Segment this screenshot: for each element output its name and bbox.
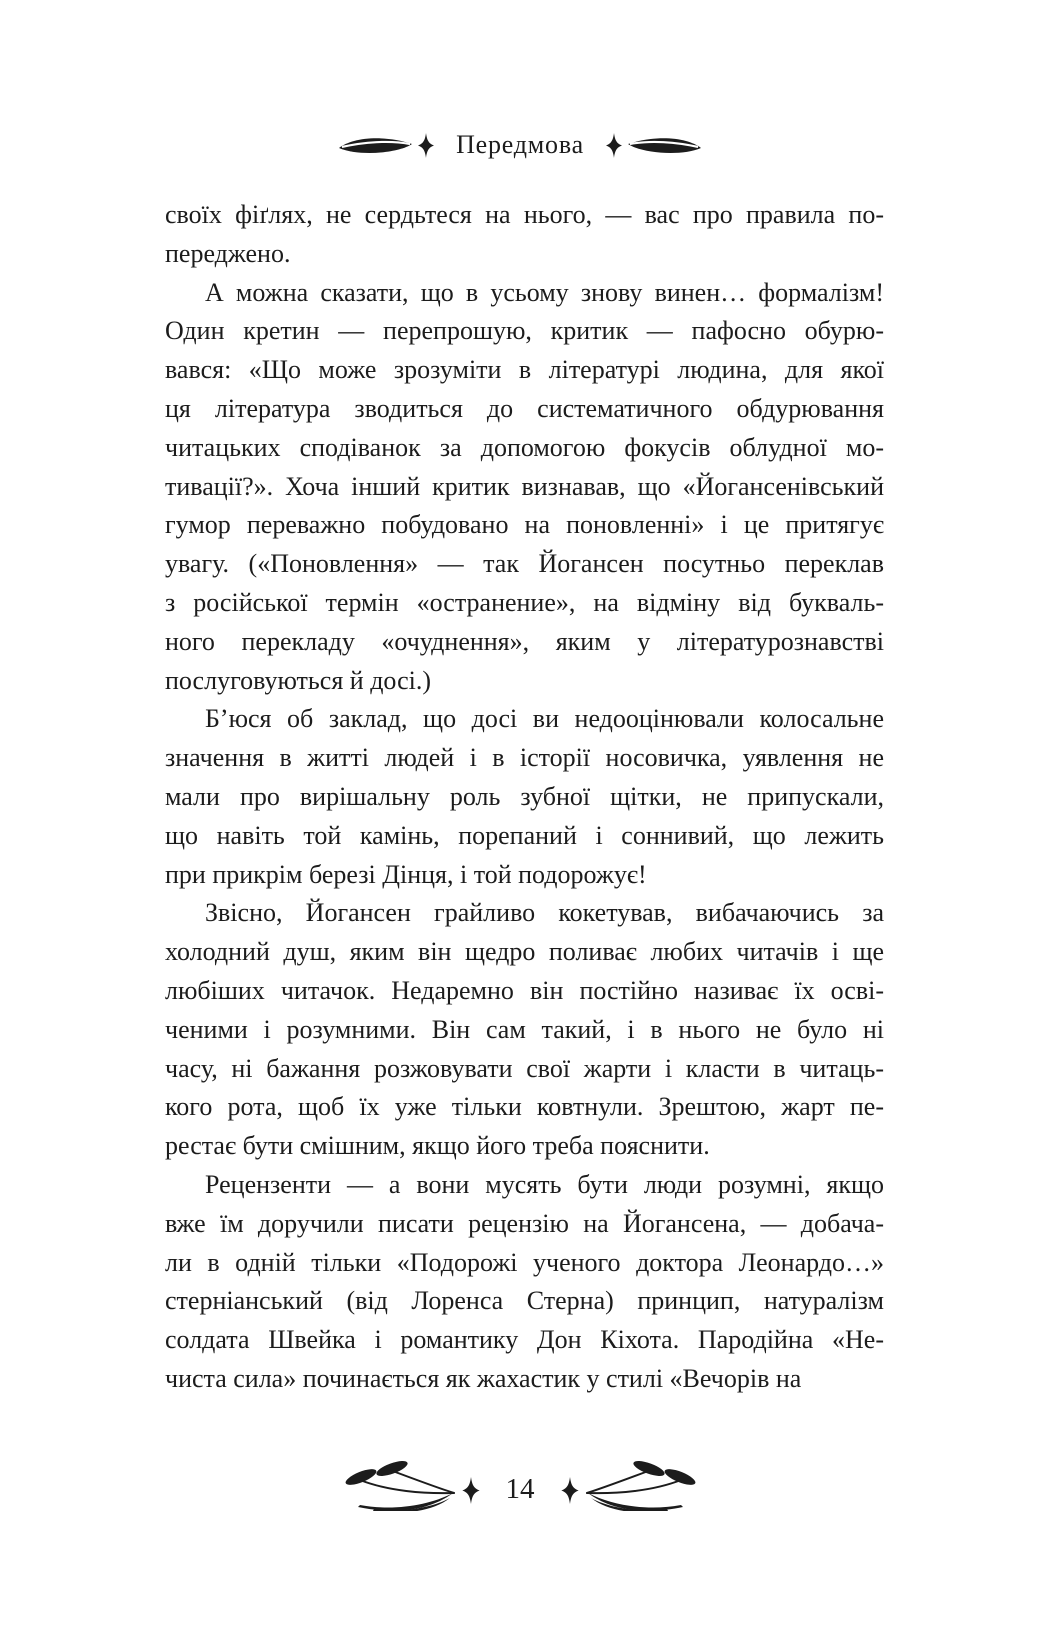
text-line: холодний душ, яким він щедро поливає любих читачів і ще	[165, 937, 884, 967]
text-line: послуговуються й досі.)	[165, 665, 431, 695]
text-line: рестає бути смішним, якщо його треба пояснити.	[165, 1131, 710, 1161]
text-line: читацьких сподіванок за допомогою фокусів облудної мо-	[165, 432, 884, 462]
page-number: 14	[505, 1472, 535, 1505]
text-line: вався: «Що може зрозуміти в літературі людина, для якої	[165, 355, 884, 385]
text-line: своїх фіґлях, не сердьтеся на нього, — вас про правила по-	[165, 200, 884, 229]
text-line: ця література зводиться до систематичного обдурювання	[165, 393, 884, 423]
text-line: гумор переважно побудовано на поновленні» і це притягує	[165, 510, 884, 540]
cattail-reed-icon	[583, 1461, 697, 1511]
cattail-reed-icon	[344, 1461, 458, 1511]
laurel-leaf-icon	[338, 134, 413, 156]
text-line: ченими і розумними. Він сам такий, і в нього не було ні	[165, 1014, 884, 1044]
text-line: мали про вирішальну роль зубної щітки, не припускали,	[165, 781, 884, 811]
text-line: значення в житті людей і в історії носовичка, уявлення не	[165, 743, 884, 773]
text-line: часу, ні бажання розжовувати свої жарти і класти в читаць-	[165, 1053, 884, 1083]
text-line: ли в одній тільки «Подорожі ученого доктора Леонардо…»	[165, 1247, 884, 1277]
page-footer	[0, 1458, 1040, 1514]
four-pointed-star-icon	[606, 133, 622, 158]
chapter-header	[0, 122, 1040, 168]
text-line: ного перекладу «очуднення», яким у літературознавстві	[165, 626, 884, 656]
chapter-title: Передмова	[456, 130, 584, 159]
text-line: Один кретин — перепрошую, критик — пафосно обурю-	[165, 316, 884, 346]
four-pointed-star-icon	[561, 1477, 579, 1504]
text-line: Звісно, Йогансен грайливо кокетував, вибачаючись за	[205, 898, 884, 928]
text-line: з російської термін «остранение», на відміну від букваль-	[165, 587, 884, 617]
text-line: при прикрім березі Дінця, і той подорожує!	[165, 859, 647, 889]
text-line: Рецензенти — а вони мусять бути люди розумні, якщо	[205, 1169, 884, 1199]
text-line: Б’юся об заклад, що досі ви недооцінювали колосальне	[205, 704, 884, 734]
text-line: А можна сказати, що в усьому знову винен… формалізм!	[205, 277, 884, 307]
text-line: переджено.	[165, 238, 291, 268]
text-line: тивації?». Хоча інший критик визнавав, що «Йогансенівський	[165, 471, 884, 501]
text-line: вже їм доручили писати рецензію на Йогансена, — добача-	[165, 1208, 884, 1238]
text-line: що навіть той камінь, порепаний і соннивий, що лежить	[165, 820, 884, 850]
four-pointed-star-icon	[418, 133, 434, 158]
laurel-leaf-icon	[627, 134, 702, 156]
text-line: увагу. («Поновлення» — так Йогансен посутньо переклав	[165, 549, 884, 579]
text-line: чиста сила» починається як жахастик у стилі «Вечорів на	[165, 1363, 802, 1393]
text-line: любіших читачок. Недаремно він постійно називає їх осві-	[165, 975, 884, 1005]
text-line: кого рота, щоб їх уже тільки ковтнули. Зрештою, жарт пе-	[165, 1092, 884, 1122]
text-line: солдата Швейка і романтику Дон Кіхота. Пародійна «Не-	[165, 1325, 884, 1355]
text-line: стерніанський (від Лоренса Стерна) принцип, натуралізм	[165, 1286, 884, 1316]
four-pointed-star-icon	[462, 1477, 480, 1504]
body-text	[165, 196, 884, 1399]
